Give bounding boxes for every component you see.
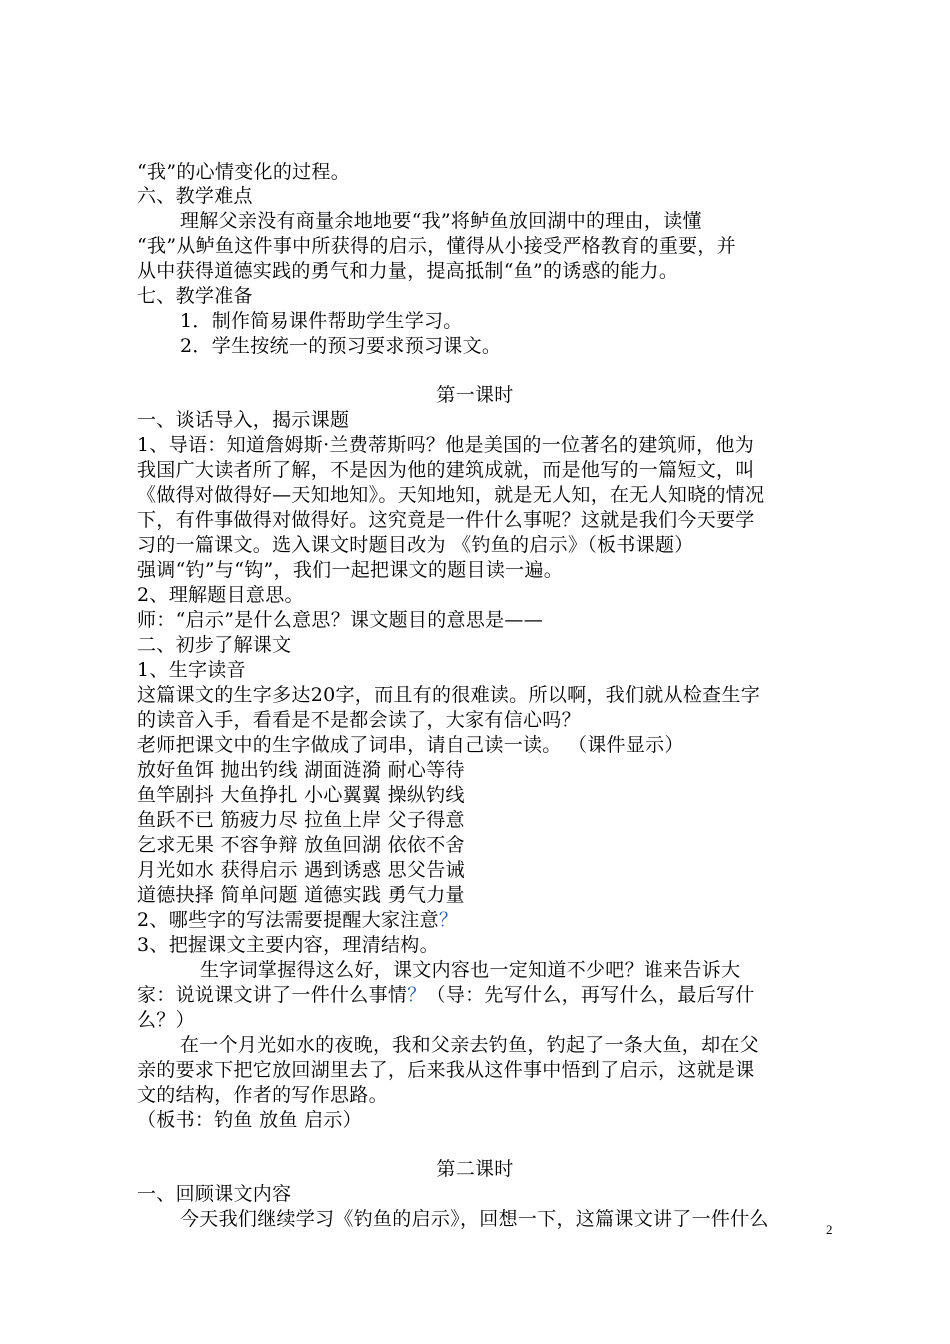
section-heading: 七、教学准备 [137, 285, 253, 307]
question-mark: ？ [438, 909, 459, 931]
text-line: 强调“钓”与“钩”，我们一起把课文的题目读一遍。 [137, 559, 564, 581]
text-line: 习的一篇课文。选入课文时题目改为 《钓鱼的启示》（板书课题） [137, 534, 694, 556]
text-line: 1、生字读音 [137, 659, 246, 681]
text-line: 在一个月光如水的夜晚，我和父亲去钓鱼，钓起了一条大鱼，却在父 [180, 1034, 760, 1056]
lesson-title: 第一课时 [436, 384, 514, 406]
word-list-row: 月光如水 获得启示 遇到诱惑 思父告诫 [137, 859, 465, 881]
text-line: 生字词掌握得这么好，课文内容也一定知道不少吧？谁来告诉大 [200, 959, 741, 981]
word-list-row: 鱼跃不已 筋疲力尽 拉鱼上岸 父子得意 [137, 809, 465, 831]
text-segment: 2、哪些字的写法需要提醒大家注意 [137, 909, 439, 931]
list-item: 2．学生按统一的预习要求预习课文。 [180, 335, 502, 357]
text-line: 理解父亲没有商量余地地要“我”将鲈鱼放回湖中的理由，读懂 [180, 210, 702, 232]
question-mark: ？ [407, 984, 427, 1006]
text-line: 今天我们继续学习《钓鱼的启示》，回想一下，这篇课文讲了一件什么 [180, 1208, 769, 1230]
text-line: 1、导语：知道詹姆斯·兰费蒂斯吗？他是美国的一位著名的建筑师，他为 [137, 434, 755, 456]
section-heading: 六、教学难点 [137, 185, 253, 207]
text-line: （板书：钓鱼 放鱼 启示） [137, 1109, 362, 1131]
section-heading: 二、初步了解课文 [137, 634, 292, 656]
text-line: 文的结构，作者的写作思路。 [137, 1084, 388, 1106]
text-line: 老师把课文中的生字做成了词串，请自己读一读。 （课件显示） [137, 734, 684, 756]
text-line: 师：“启示”是什么意思？课文题目的意思是—— [137, 609, 544, 631]
lesson-title: 第二课时 [436, 1158, 514, 1180]
text-line: 么？） [137, 1009, 195, 1031]
word-list-row: 鱼竿剧抖 大鱼挣扎 小心翼翼 操纵钓线 [137, 784, 465, 806]
text-line: 的读音入手，看看是不是都会读了，大家有信心吗？ [137, 709, 581, 731]
word-list-row: 放好鱼饵 抛出钓线 湖面涟漪 耐心等待 [137, 759, 465, 781]
text-line: 我国广大读者所了解，不是因为他的建筑成就，而是他写的一篇短文，叫 [137, 459, 755, 481]
page-number: 2 [826, 1222, 833, 1237]
section-heading: 一、谈话导入，揭示课题 [137, 409, 350, 431]
text-line: “我”从鲈鱼这件事中所获得的启示，懂得从小接受严格教育的重要，并 [137, 235, 737, 257]
word-list-row: 乞求无果 不容争辩 放鱼回湖 依依不舍 [137, 834, 465, 856]
text-segment: 家：说说课文讲了一件什么事情 [137, 984, 408, 1006]
text-line: 下，有件事做得对做得好。这究竟是一件什么事呢？这就是我们今天要学 [137, 509, 755, 531]
word-list-row: 道德抉择 简单问题 道德实践 勇气力量 [137, 884, 465, 906]
section-heading: 一、回顾课文内容 [137, 1183, 292, 1205]
text-line [137, 983, 837, 1007]
list-item: 1．制作简易课件帮助学生学习。 [180, 310, 463, 332]
text-line [137, 908, 837, 932]
text-segment: （导：先写什么，再写什么，最后写什 [426, 984, 755, 1006]
text-line: 3、把握课文主要内容，理清结构。 [137, 934, 439, 956]
text-line: 亲的要求下把它放回湖里去了，后来我从这件事中悟到了启示，这就是课 [137, 1059, 755, 1081]
text-line: “我”的心情变化的过程。 [137, 161, 351, 183]
text-line: 从中获得道德实践的勇气和力量，提高抵制“鱼”的诱惑的能力。 [137, 260, 679, 282]
text-line: 这篇课文的生字多达20字，而且有的很难读。所以啊，我们就从检查生字 [137, 684, 761, 706]
text-line: 《做得对做得好—天知地知》。天知地知，就是无人知，在无人知晓的情况 [137, 484, 765, 506]
text-line: 2、理解题目意思。 [137, 584, 304, 606]
